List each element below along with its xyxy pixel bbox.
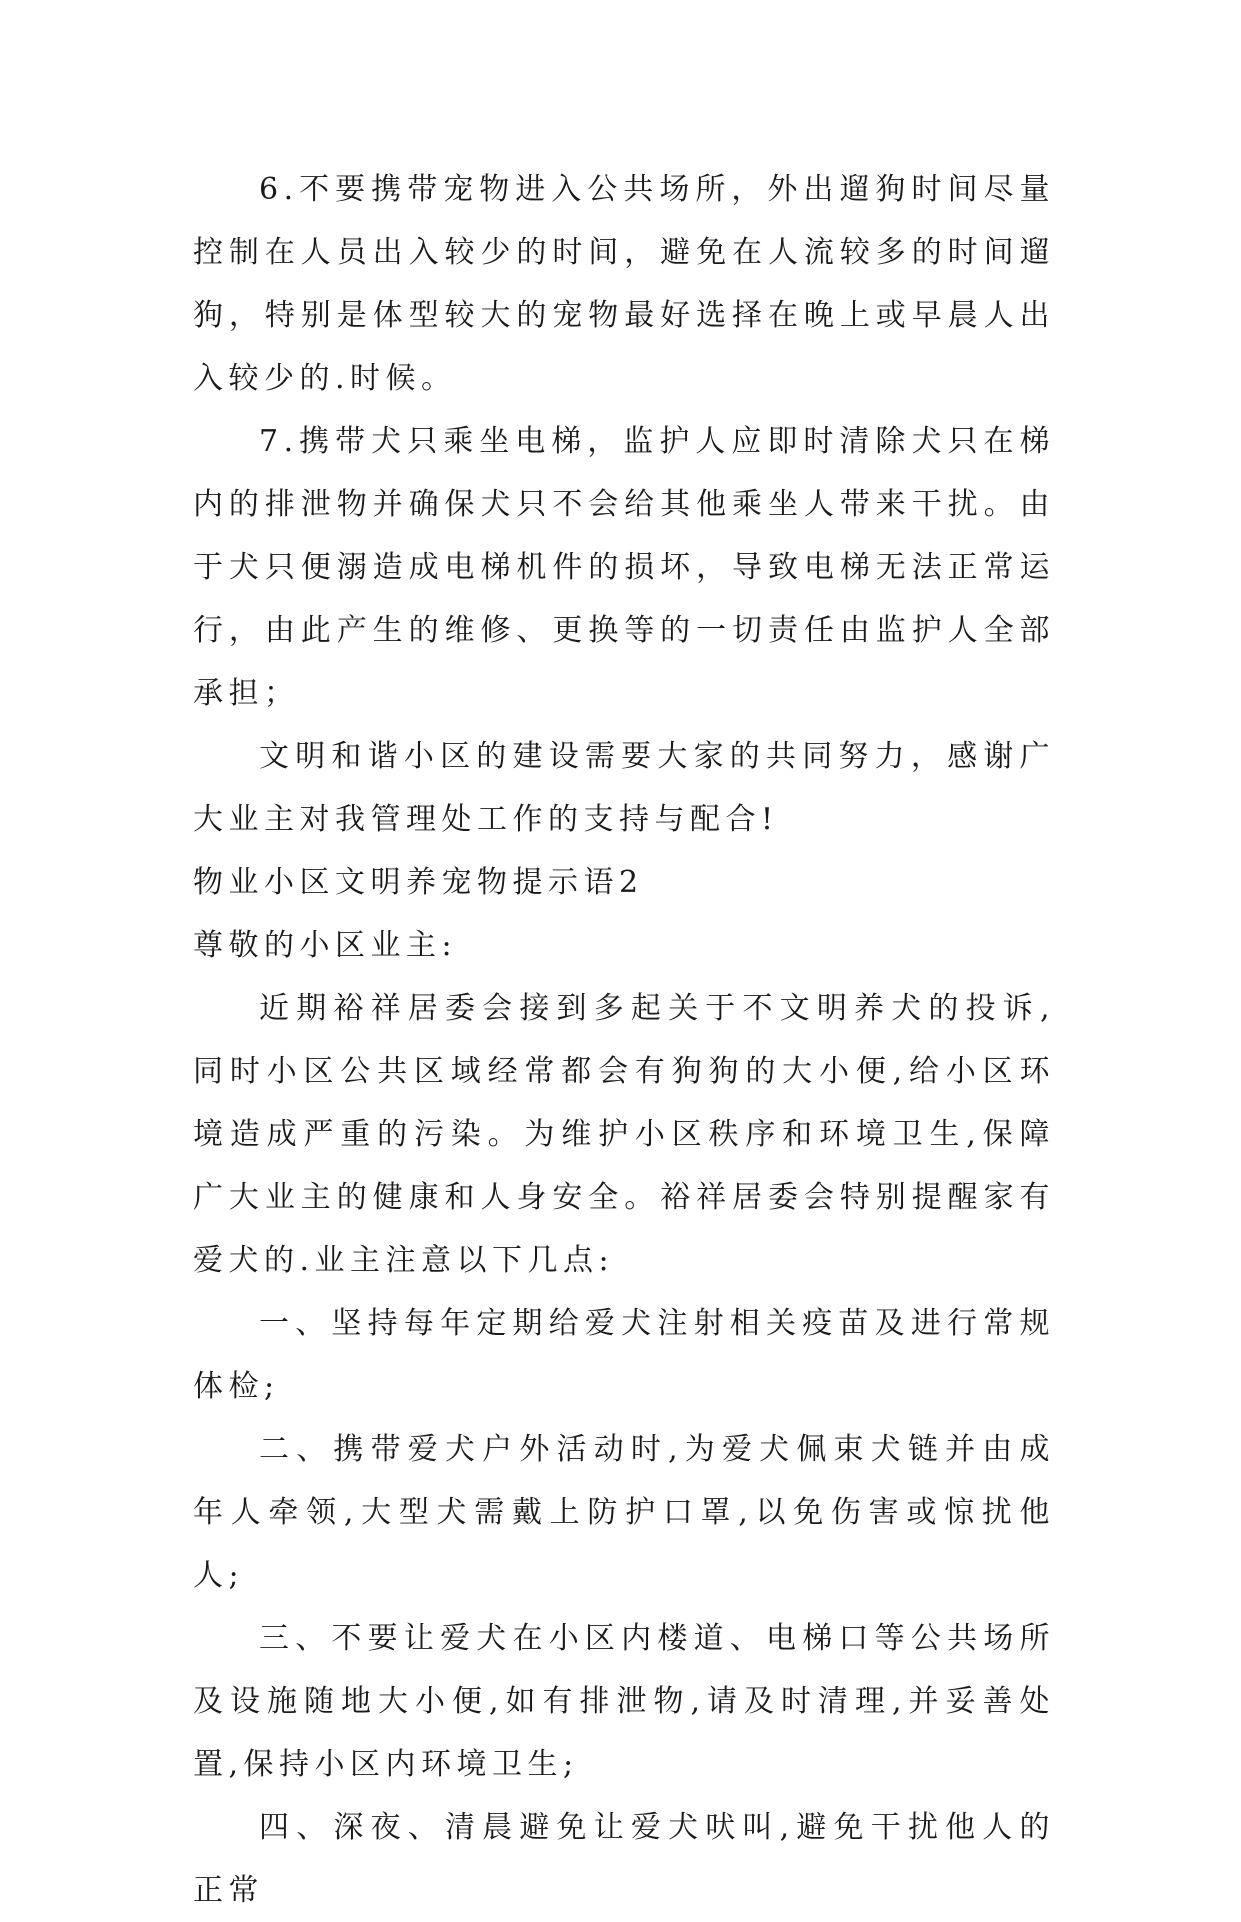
closing-paragraph: 文明和谐小区的建设需要大家的共同努力，感谢广大业主对我管理处工作的支持与配合! — [193, 739, 1055, 837]
intro-paragraph: 近期裕祥居委会接到多起关于不文明养犬的投诉,同时小区公共区域经常都会有狗狗的大小便,给小区环境造成严重的污染。为维护小区秩序和环境卫生,保障广大业主的健康和人身安全。裕祥居委会特别提醒家有爱犬的.业主注意以下几点: — [193, 991, 1055, 1278]
paragraph-item-7: 7.携带犬只乘坐电梯，监护人应即时清除犬只在梯内的排泄物并确保犬只不会给其他乘坐人带来干扰。由于犬只便溺造成电梯机件的损坏，导致电梯无法正常运行，由此产生的维修、更换等的一切责任由监护人全部承担； — [193, 424, 1055, 711]
rule-item-2: 二、携带爱犬户外活动时,为爱犬佩束犬链并由成年人牵领,大型犬需戴上防护口罩,以免伤害或惊扰他人; — [193, 1432, 1055, 1593]
document-body — [193, 158, 1055, 1922]
section-title: 物业小区文明养宠物提示语2 — [193, 865, 644, 900]
paragraph-item-6: 6.不要携带宠物进入公共场所，外出遛狗时间尽量控制在人员出入较少的时间，避免在人流较多的时间遛狗，特别是体型较大的宠物最好选择在晚上或早晨人出入较少的.时候。 — [193, 172, 1055, 396]
rule-item-3: 三、不要让爱犬在小区内楼道、电梯口等公共场所及设施随地大小便,如有排泄物,请及时清理,并妥善处置,保持小区内环境卫生; — [193, 1621, 1055, 1782]
rule-item-1: 一、坚持每年定期给爱犬注射相关疫苗及进行常规体检; — [193, 1306, 1055, 1404]
rule-item-4: 四、深夜、清晨避免让爱犬吠叫,避免干扰他人的正常 — [193, 1810, 1055, 1908]
salutation: 尊敬的小区业主: — [193, 928, 458, 963]
